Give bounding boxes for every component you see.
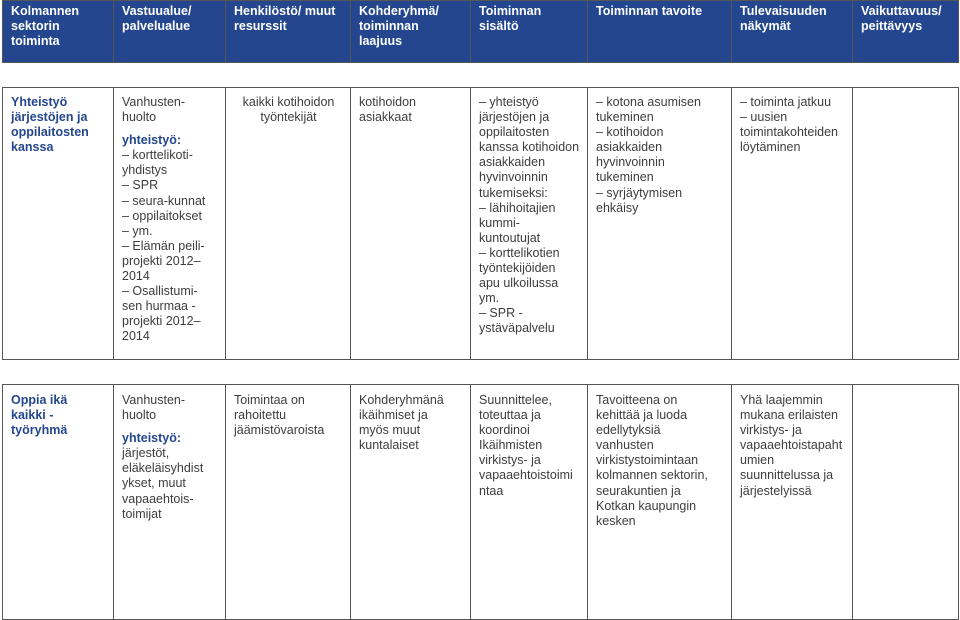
cell-line: seurakuntien ja — [596, 483, 681, 498]
content-cell — [732, 88, 853, 360]
spacer — [122, 125, 218, 133]
cell-line: työntekijöiden — [479, 261, 556, 276]
cell-line: työntekijät — [260, 110, 317, 125]
spacer-cell — [471, 360, 588, 385]
cell-line: – SPR - — [479, 306, 523, 321]
cell-line: – yhteistyö — [479, 95, 539, 109]
activity-cell — [3, 385, 114, 620]
table-row — [3, 385, 959, 620]
cell-line: virkistys- ja — [740, 423, 802, 438]
cell-line: projekti 2012– — [122, 253, 201, 268]
cell-line: – kotona asumisen — [596, 95, 701, 109]
cell-line: virkistys- ja — [479, 453, 541, 468]
cell-line: suunnittelussa ja — [740, 468, 834, 483]
cell-line: tukeminen — [596, 170, 654, 185]
cell-line: toimintakohteiden — [740, 125, 838, 140]
cell-line: vapaaehtois- — [122, 491, 194, 506]
cell-line: löytäminen — [740, 140, 801, 155]
cell-line: umien — [740, 453, 775, 468]
column-header: Toiminnan sisältö — [471, 1, 588, 63]
spacer-cell — [114, 360, 226, 385]
row-spacer — [3, 360, 959, 385]
cell-line: Tavoitteena on — [596, 393, 678, 407]
content-cell — [732, 385, 853, 620]
cell-line: hyvinvoinnin — [479, 170, 548, 185]
spacer-cell — [732, 360, 853, 385]
cell-line: kanssa — [11, 140, 54, 155]
cell-line: – kotihoidon — [596, 125, 664, 140]
responsibility-cell — [114, 88, 226, 360]
cell-line: asiakkaiden — [596, 140, 663, 155]
cell-line: Kohderyhmänä — [359, 393, 444, 407]
cell-line: järjestöt, — [122, 446, 170, 461]
cell-line: Vanhusten- — [122, 393, 186, 407]
header-row — [3, 1, 959, 63]
cell-line: hyvinvoinnin — [596, 155, 665, 170]
cell-line: – ym. — [122, 223, 153, 238]
cell-line: vapaaehtoistoimi — [479, 468, 573, 483]
spacer-cell — [226, 63, 351, 88]
cell-line: oppilaitosten — [11, 125, 89, 140]
impact-cell — [853, 88, 959, 360]
cooperation-label: yhteistyö: — [122, 431, 182, 446]
column-header: Toiminnan tavoite — [588, 1, 732, 63]
cell-line: kotihoidon — [359, 95, 416, 109]
cell-line: Suunnittelee, — [479, 393, 552, 407]
impact-cell — [853, 385, 959, 620]
spacer-cell — [351, 63, 471, 88]
spacer-cell — [3, 360, 114, 385]
cell-line: – oppilaitokset — [122, 208, 202, 223]
cell-line: Yhteistyö — [11, 95, 68, 109]
content-cell — [226, 385, 351, 620]
cell-line: kuntalaiset — [359, 438, 419, 453]
cell-line: eläkeläisyhdist — [122, 461, 204, 476]
table-row — [3, 88, 959, 360]
cell-line: Toimintaa on — [234, 393, 305, 407]
cell-line: toimijat — [122, 506, 162, 521]
spacer-cell — [471, 63, 588, 88]
responsibility-cell — [114, 385, 226, 620]
cell-line: – korttelikoti- — [122, 148, 193, 163]
cell-line: asiakkaat — [359, 110, 412, 125]
cell-line: Kotkan kaupungin — [596, 498, 697, 513]
spacer-cell — [732, 63, 853, 88]
spacer-cell — [226, 360, 351, 385]
cell-line: kummi- — [479, 215, 520, 230]
spacer-cell — [3, 63, 114, 88]
spacer-cell — [588, 360, 732, 385]
cell-line: mukana erilaisten — [740, 408, 838, 423]
column-header: Vastuualue/ palvelualue — [114, 1, 226, 63]
cell-line: oppilaitosten — [479, 125, 550, 140]
cell-line: rahoitettu — [234, 408, 287, 423]
column-header: Vaikuttavuus/ peittävyys — [853, 1, 959, 63]
cell-line: työryhmä — [11, 423, 68, 438]
content-cell — [471, 385, 588, 620]
cell-line: yhdistys — [122, 163, 168, 178]
column-header: Henkilöstö/ muut resurssit — [226, 1, 351, 63]
cell-line: tukeminen — [596, 110, 654, 125]
spacer-cell — [853, 63, 959, 88]
cell-line: huolto — [122, 408, 157, 423]
cell-line: huolto — [122, 110, 157, 125]
cell-line: kaikki kotihoidon — [242, 95, 335, 109]
cell-line: – seura-kunnat — [122, 193, 206, 208]
cell-line: koordinoi — [479, 423, 530, 438]
cell-line: kanssa kotihoidon — [479, 140, 580, 155]
spacer-cell — [114, 63, 226, 88]
activity-cell — [3, 88, 114, 360]
cell-line: sen hurmaa - — [122, 299, 196, 314]
cell-line: virkistystoimintaan — [596, 453, 699, 468]
cell-line: ym. — [479, 291, 500, 306]
column-header: Tulevaisuuden näkymät — [732, 1, 853, 63]
spacer — [122, 423, 218, 431]
content-cell — [588, 88, 732, 360]
spacer-cell — [351, 360, 471, 385]
content-cell — [351, 88, 471, 360]
cooperation-label: yhteistyö: — [122, 133, 182, 148]
cell-line: kaikki - — [11, 408, 54, 423]
cell-line: ntaa — [479, 483, 504, 498]
content-cell — [588, 385, 732, 620]
cell-line: asiakkaiden — [479, 155, 546, 170]
content-cell — [226, 88, 351, 360]
cell-line: projekti 2012– — [122, 314, 201, 329]
cell-line: Ikäihmisten — [479, 438, 543, 453]
cell-line: ykset, muut — [122, 476, 186, 491]
cell-line: tukemiseksi: — [479, 185, 548, 200]
cell-line: Vanhusten- — [122, 95, 186, 109]
cell-line: – syrjäytymisen — [596, 185, 683, 200]
cell-line: jäämistövaroista — [234, 423, 325, 438]
cell-line: järjestöjen ja — [11, 110, 88, 125]
cell-line: – Osallistumi- — [122, 284, 198, 299]
cell-line: kuntoutujat — [479, 230, 541, 245]
column-header: Kolmannen sektorin toiminta — [3, 1, 114, 63]
spacer-cell — [853, 360, 959, 385]
cell-line: vanhusten — [596, 438, 654, 453]
cell-line: 2014 — [122, 329, 150, 344]
cell-line: – Elämän peili- — [122, 238, 205, 253]
content-cell — [471, 88, 588, 360]
cell-line: järjestelyissä — [740, 483, 812, 498]
cell-line: myös muut — [359, 423, 421, 438]
action-table — [2, 0, 959, 620]
column-header: Kohderyhmä/ toiminnan laajuus — [351, 1, 471, 63]
row-spacer — [3, 63, 959, 88]
cell-line: apu ulkoilussa — [479, 276, 559, 291]
spacer-cell — [588, 63, 732, 88]
cell-line: 2014 — [122, 269, 150, 284]
cell-line: kesken — [596, 513, 636, 528]
cell-line: – SPR — [122, 178, 159, 193]
cell-line: – uusien — [740, 110, 788, 125]
cell-line: ikäihmiset ja — [359, 408, 428, 423]
cell-line: Yhä laajemmin — [740, 393, 823, 407]
cell-line: toteuttaa ja — [479, 408, 541, 423]
cell-line: edellytyksiä — [596, 423, 661, 438]
cell-line: – korttelikotien — [479, 245, 560, 260]
cell-line: – lähihoitajien — [479, 200, 556, 215]
cell-line: ehkäisy — [596, 200, 639, 215]
cell-line: ystäväpalvelu — [479, 321, 555, 336]
cell-line: kolmannen sektorin, — [596, 468, 708, 483]
cell-line: järjestöjen ja — [479, 110, 550, 125]
cell-line: Oppia ikä — [11, 393, 68, 407]
cell-line: kehittää ja luoda — [596, 408, 688, 423]
content-cell — [351, 385, 471, 620]
cell-line: vapaaehtoistapaht — [740, 438, 843, 453]
cell-line: – toiminta jatkuu — [740, 95, 832, 109]
